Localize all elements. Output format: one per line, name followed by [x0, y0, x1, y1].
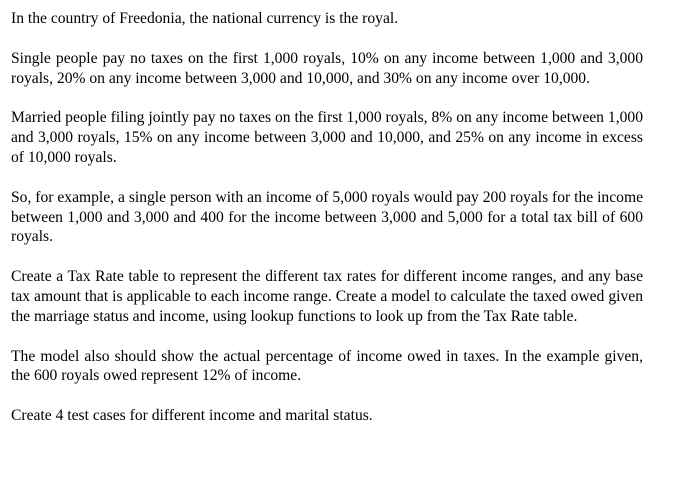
paragraph-single-rates: Single people pay no taxes on the first 1,000 royals, 10% on any income between 1,000 and 3,000 royals, 20% on any income between 3,000 and 10,000, and 30% on any income over 10,000. [11, 49, 643, 87]
paragraph-task-tests: Create 4 test cases for different income and marital status. [11, 407, 373, 425]
paragraph-married-rates: Married people filing jointly pay no taxes on the first 1,000 royals, 8% on any income between 1,000 and 3,000 royals, 15% on any income between 3,000 and 10,000, and 25% on any income in excess of 10,000 royals. [11, 109, 643, 166]
paragraph-task-percentage: The model also should show the actual percentage of income owed in taxes. In the example given, the 600 royals owed represent 12% of income. [11, 347, 643, 385]
paragraph-task-table: Create a Tax Rate table to represent the different tax rates for different income ranges, and any base tax amount that is applicable to each income range. Create a model to calculate the taxed owed given the marriage status and income, using lookup functions to look up from the Tax Rate table. [11, 268, 643, 325]
paragraph-currency: In the country of Freedonia, the national currency is the royal. [11, 10, 399, 27]
paragraph-example: So, for example, a single person with an income of 5,000 royals would pay 200 royals for the income between 1,000 and 3,000 and 400 for the income between 3,000 and 5,000 for a total tax bill of 600 royals. [11, 188, 643, 246]
document-body [11, 9, 643, 426]
